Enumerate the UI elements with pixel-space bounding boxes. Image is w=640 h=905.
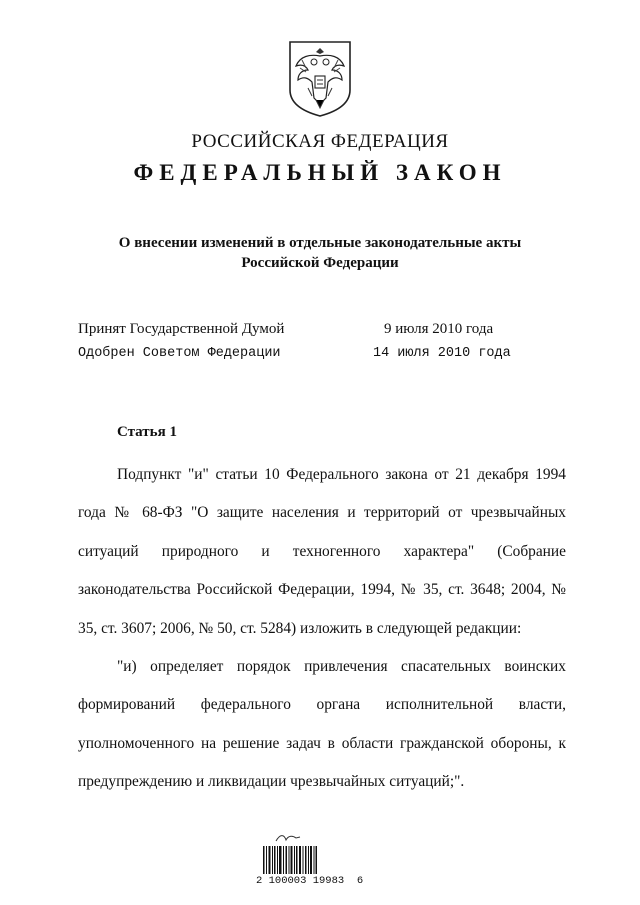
- article-body: [78, 456, 566, 802]
- adoption-label: Принят Государственной Думой: [78, 321, 285, 337]
- law-subject: [0, 233, 640, 273]
- document-type-heading: ФЕДЕРАЛЬНЫЙ ЗАКОН: [133, 160, 507, 185]
- adoption-date: 9 июля 2010 года: [384, 321, 494, 337]
- country-heading: РОССИЙСКАЯ ФЕДЕРАЦИЯ: [191, 131, 449, 152]
- adoption-label: Одобрен Советом Федерации: [78, 346, 281, 361]
- article-paragraph: Подпункт "и" статьи 10 Федерального закона от 21 декабря 1994 года № 68-ФЗ "О защите населения и территорий от чрезвычайных ситуаций природного и техногенного характера" (Собрание законодательства Российской Федерации, 1994, № 35, ст. 3648; 2004, № 35, ст. 3607; 2006, № 50, ст. 5284) изложить в следующей редакции:: [78, 466, 566, 637]
- barcode-icon: [263, 846, 317, 874]
- barcode-number: 2 100003 19983 6: [256, 875, 364, 887]
- coat-of-arms-emblem: [286, 38, 354, 118]
- article-paragraph: "и) определяет порядок привлечения спасательных воинских формирований федерального органа исполнительной власти, уполномоченного на решение задач в области гражданской обороны, к предупреждению и ликвидации чрезвычайных ситуаций;".: [78, 658, 566, 791]
- article-title: Статья 1: [117, 424, 177, 440]
- adoption-date: 14 июля 2010 года: [373, 346, 511, 361]
- law-subject-line: О внесении изменений в отдельные законодательные акты: [118, 235, 522, 251]
- handwritten-mark-icon: [274, 832, 302, 844]
- law-subject-line: Российской Федерации: [241, 255, 399, 271]
